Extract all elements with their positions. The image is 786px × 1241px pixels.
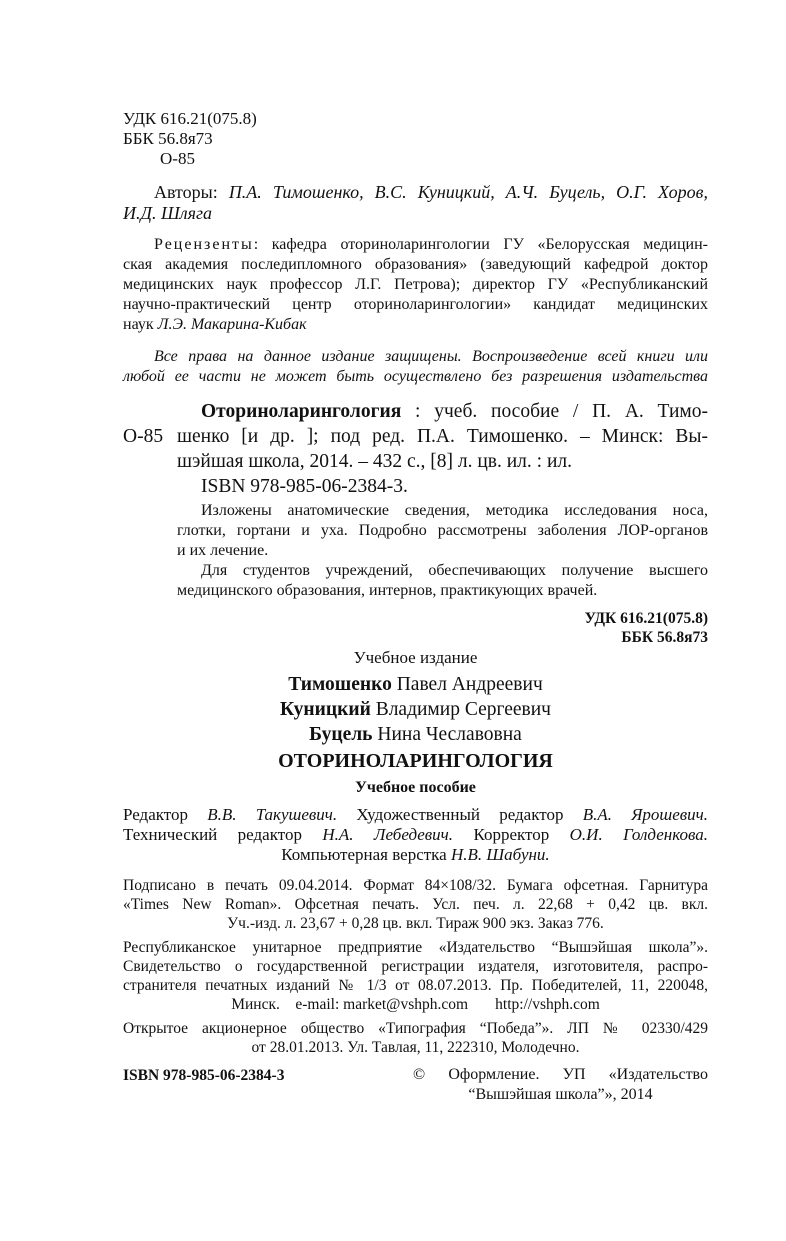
edition-type: Учебное издание [353, 648, 478, 667]
reviewer-name: Л.Э. Макарина-Кибак [157, 316, 307, 333]
abstract-p1-line-2: глотки, гортани и уха. Подробно рассмотрены заболения ЛОР-органов [177, 522, 708, 539]
reviewers-label: Рецензенты [154, 236, 254, 253]
reviewers-line-5 [123, 315, 307, 335]
abstract-p2-line-1: Для студентов учреждений, обеспечивающих получение высшего [201, 562, 708, 579]
catalog-line-1 [201, 399, 708, 424]
author-mark: О-85 [160, 149, 195, 168]
reviewers-text-5: наук [123, 316, 158, 333]
corrector-role: Корректор [453, 825, 570, 844]
corrector-name: О.И. Голденкова. [569, 825, 709, 844]
catalog-title: Оториноларингология [201, 401, 402, 422]
reviewers-line-4: научно-практический центр оториноларингологии» кандидат медицинских [123, 296, 708, 313]
editors-line-3 [123, 844, 708, 865]
editors-line-2 [123, 824, 708, 845]
bbk-code-bold: ББК 56.8я73 [621, 629, 708, 646]
catalog-line-2: шенко [и др. ]; под ред. П.А. Тимошенко. – Минск: Вы- [177, 426, 708, 447]
editors-line-1 [123, 804, 708, 825]
authors-label: Авторы: [154, 182, 218, 202]
author-full-1 [123, 672, 708, 697]
copyright-line-2: “Вышэйшая школа”», 2014 [468, 1086, 653, 1103]
rights-line-2: любой ее части не может быть осуществлено без разрешения издательства [123, 368, 708, 385]
udk-code: УДК 616.21(075.8) [123, 109, 257, 128]
author-surname: Тимошенко [288, 674, 392, 695]
author-full-3 [123, 722, 708, 747]
author-given-names: Владимир Сергеевич [370, 699, 551, 720]
catalog-isbn: ISBN 978-985-06-2384-3. [201, 476, 408, 497]
publisher-line-1: Республиканское унитарное предприятие «Издательство “Вышэйшая школа”». [123, 939, 708, 956]
authors-names: П.А. Тимошенко, В.С. Куницкий, А.Ч. Буцель, О.Г. Хоров, [228, 182, 708, 202]
book-title: ОТОРИНОЛАРИНГОЛОГИЯ [278, 750, 553, 772]
publisher-line-4: Минск. e-mail: market@vshph.com http://vshph.com [231, 996, 600, 1013]
art-editor-role: Художественный редактор [337, 805, 583, 824]
udk-code-bold: УДК 616.21(075.8) [584, 610, 708, 627]
reviewers-line-3: медицинских наук профессор Л.Г. Петрова); директор ГУ «Республиканский [123, 276, 708, 293]
printer-line-1: Открытое акционерное общество «Типография “Победа”». ЛП № 02330/429 [123, 1020, 708, 1037]
abstract-p2-line-2: медицинского образования, интернов, практикующих врачей. [177, 582, 598, 599]
reviewers-line-2: ская академия последипломного образования» (заведующий кафедрой доктор [123, 256, 708, 273]
rights-line-1: Все права на данное издание защищены. Воспроизведение всей книги или [154, 348, 708, 365]
publisher-line-3: странителя печатных изданий № 1/3 от 08.07.2013. Пр. Победителей, 11, 220048, [123, 977, 708, 994]
publisher-line-2: Свидетельство о государственной регистрации издателя, изготовителя, распро- [123, 958, 708, 975]
layout-role: Компьютерная верстка [281, 845, 451, 864]
copyright-line-1: © Оформление. УП «Издательство [413, 1066, 708, 1083]
print-info-line-2: «Times New Roman». Офсетная печать. Усл. печ. л. 22,68 + 0,42 цв. вкл. [123, 896, 708, 913]
author-surname: Буцель [309, 724, 373, 745]
abstract-p1-line-1: Изложены анатомические сведения, методика исследования носа, [201, 502, 708, 519]
catalog-mark: О-85 [123, 426, 164, 447]
reviewers-line-1 [154, 235, 708, 255]
tech-editor-role: Технический редактор [123, 825, 323, 844]
art-editor-name: В.А. Ярошевич. [582, 805, 708, 824]
bbk-code: ББК 56.8я73 [123, 129, 213, 148]
catalog-text-1: : учеб. пособие / П. А. Тимо- [401, 401, 708, 422]
book-subtitle: Учебное пособие [355, 779, 476, 796]
authors-line-1 [154, 181, 708, 203]
editor-role: Редактор [123, 805, 208, 824]
tech-editor-name: Н.А. Лебедевич. [322, 825, 454, 844]
abstract-p1-line-3: и их лечение. [177, 542, 269, 559]
author-given-names: Павел Андреевич [391, 674, 543, 695]
printer-line-2: от 28.01.2013. Ул. Тавлая, 11, 222310, Молодечно. [251, 1039, 580, 1056]
footer-isbn: ISBN 978-985-06-2384-3 [123, 1067, 285, 1084]
author-surname: Куницкий [279, 699, 371, 720]
print-info-line-3: Уч.-изд. л. 23,67 + 0,28 цв. вкл. Тираж 900 экз. Заказ 776. [227, 915, 604, 932]
catalog-line-3: шэйшая школа, 2014. – 432 с., [8] л. цв. ил. : ил. [177, 451, 572, 472]
print-info-line-1: Подписано в печать 09.04.2014. Формат 84×108/32. Бумага офсетная. Гарнитура [123, 877, 708, 894]
layout-name: Н.В. Шабуни. [450, 845, 550, 864]
reviewers-text-1: : кафедра оториноларингологии ГУ «Белорусская медицин- [253, 236, 708, 253]
author-full-2 [123, 697, 708, 722]
author-given-names: Нина Чеславовна [372, 724, 522, 745]
editor-name: В.В. Такушевич. [207, 805, 338, 824]
authors-line-2: И.Д. Шляга [123, 203, 212, 223]
